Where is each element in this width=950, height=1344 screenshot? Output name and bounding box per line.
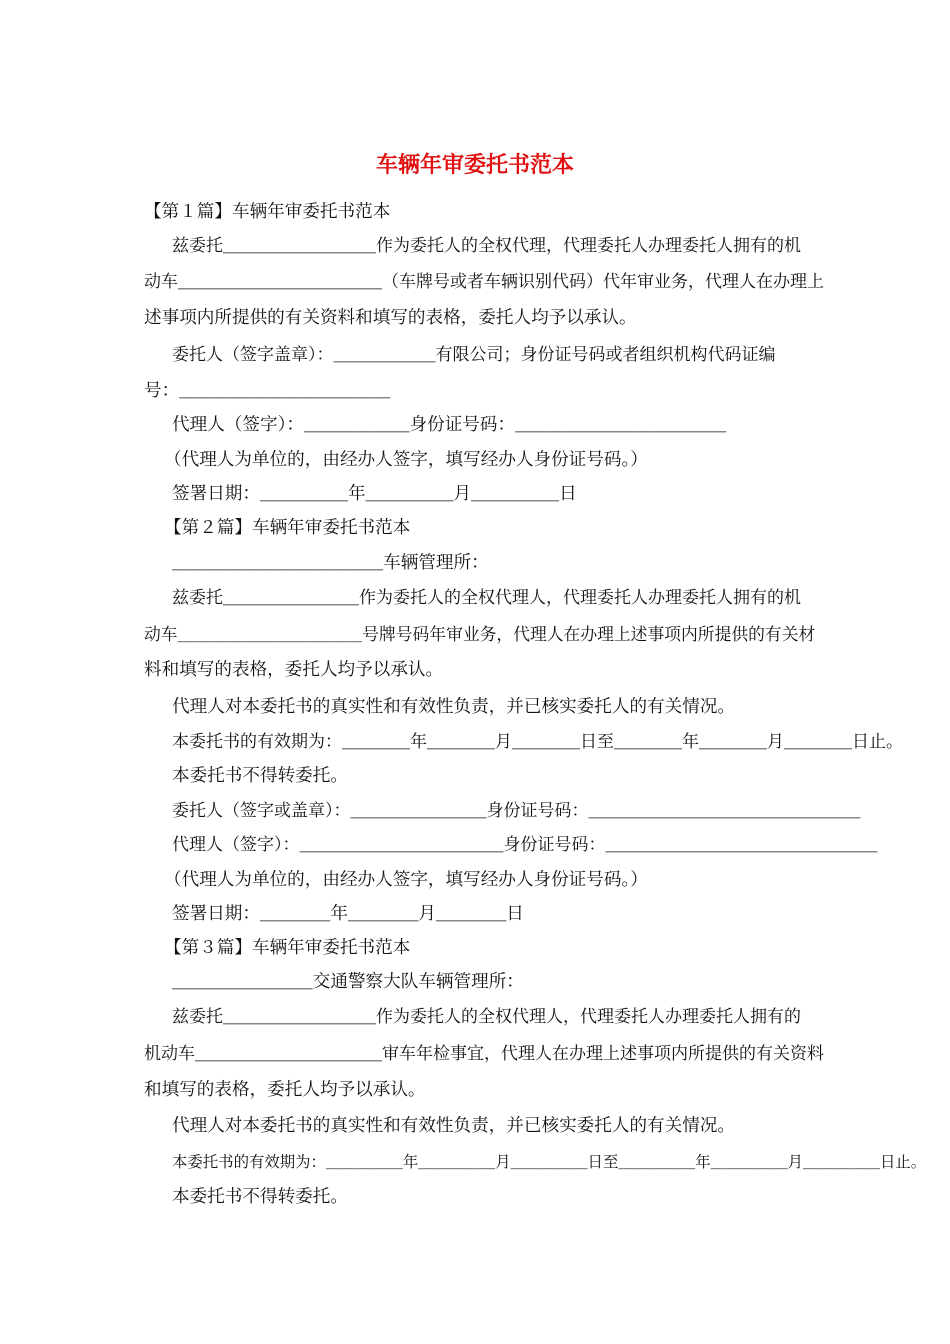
paragraph-line: 代理人（签字）：＿＿＿＿＿＿＿＿＿＿＿＿身份证号码：＿＿＿＿＿＿＿＿＿＿＿＿＿＿＿＿ [172, 835, 878, 855]
paragraph-line: 述事项内所提供的有关资料和填写的表格，委托人均予以承认。 [144, 308, 637, 328]
paragraph-line: 委托人（签字或盖章）：＿＿＿＿＿＿＿＿身份证号码：＿＿＿＿＿＿＿＿＿＿＿＿＿＿＿＿ [172, 801, 861, 821]
paragraph-line: 代理人（签字）：＿＿＿＿＿＿身份证号码：＿＿＿＿＿＿＿＿＿＿＿＿ [172, 415, 727, 435]
paragraph-line: 代理人对本委托书的真实性和有效性负责，并已核实委托人的有关情况。 [172, 1116, 736, 1136]
paragraph-line: （代理人为单位的，由经办人签字，填写经办人身份证号码。） [164, 870, 648, 890]
paragraph-line: 本委托书不得转委托。 [172, 1187, 348, 1207]
paragraph-line: 动车＿＿＿＿＿＿＿＿＿＿＿号牌号码年审业务，代理人在办理上述事项内所提供的有关材 [144, 624, 816, 644]
paragraph-line: 签署日期：＿＿＿＿＿年＿＿＿＿＿月＿＿＿＿＿日 [172, 484, 577, 504]
paragraph-line: 机动车＿＿＿＿＿＿＿＿＿＿＿审车年检事宜，代理人在办理上述事项内所提供的有关资料 [144, 1044, 824, 1064]
paragraph-line: ＿＿＿＿＿＿＿＿＿＿＿＿车辆管理所： [172, 553, 489, 573]
paragraph-line: 委托人（签字盖章）：＿＿＿＿＿＿有限公司；身份证号码或者组织机构代码证编 [172, 345, 776, 365]
paragraph-line: 料和填写的表格，委托人均予以承认。 [144, 660, 444, 680]
paragraph-line: 和填写的表格，委托人均予以承认。 [144, 1080, 426, 1100]
paragraph-line: 兹委托＿＿＿＿＿＿＿＿作为委托人的全权代理人，代理委托人办理委托人拥有的机 [172, 588, 801, 608]
paragraph-line: ＿＿＿＿＿＿＿＿交通警察大队车辆管理所： [172, 972, 524, 992]
paragraph-line: 兹委托＿＿＿＿＿＿＿＿＿作为委托人的全权代理，代理委托人办理委托人拥有的机 [172, 236, 801, 256]
paragraph-line: 本委托书的有效期为：＿＿＿＿年＿＿＿＿月＿＿＿＿日至＿＿＿＿年＿＿＿＿月＿＿＿＿日止。 [172, 732, 903, 752]
paragraph-line: 动车＿＿＿＿＿＿＿＿＿＿＿＿（车牌号或者车辆识别代码）代年审业务，代理人在办理上 [144, 272, 824, 292]
paragraph-line: 签署日期：＿＿＿＿年＿＿＿＿月＿＿＿＿日 [172, 904, 524, 924]
section-heading-3: 【第３篇】车辆年审委托书范本 [164, 938, 411, 958]
document-title: 车辆年审委托书范本 [375, 152, 574, 178]
paragraph-line: 代理人对本委托书的真实性和有效性负责，并已核实委托人的有关情况。 [172, 697, 736, 717]
paragraph-line: 兹委托＿＿＿＿＿＿＿＿＿作为委托人的全权代理人，代理委托人办理委托人拥有的 [172, 1007, 801, 1027]
paragraph-line: 本委托书的有效期为：＿＿＿＿＿年＿＿＿＿＿月＿＿＿＿＿日至＿＿＿＿＿年＿＿＿＿＿月＿＿＿＿＿日止。 [172, 1153, 927, 1171]
paragraph-line: 号：＿＿＿＿＿＿＿＿＿＿＿＿ [144, 381, 391, 401]
paragraph-line: （代理人为单位的，由经办人签字，填写经办人身份证号码。） [164, 450, 648, 470]
paragraph-line: 本委托书不得转委托。 [172, 766, 348, 786]
section-heading-2: 【第２篇】车辆年审委托书范本 [164, 518, 411, 538]
section-heading-1: 【第１篇】车辆年审委托书范本 [144, 202, 391, 222]
